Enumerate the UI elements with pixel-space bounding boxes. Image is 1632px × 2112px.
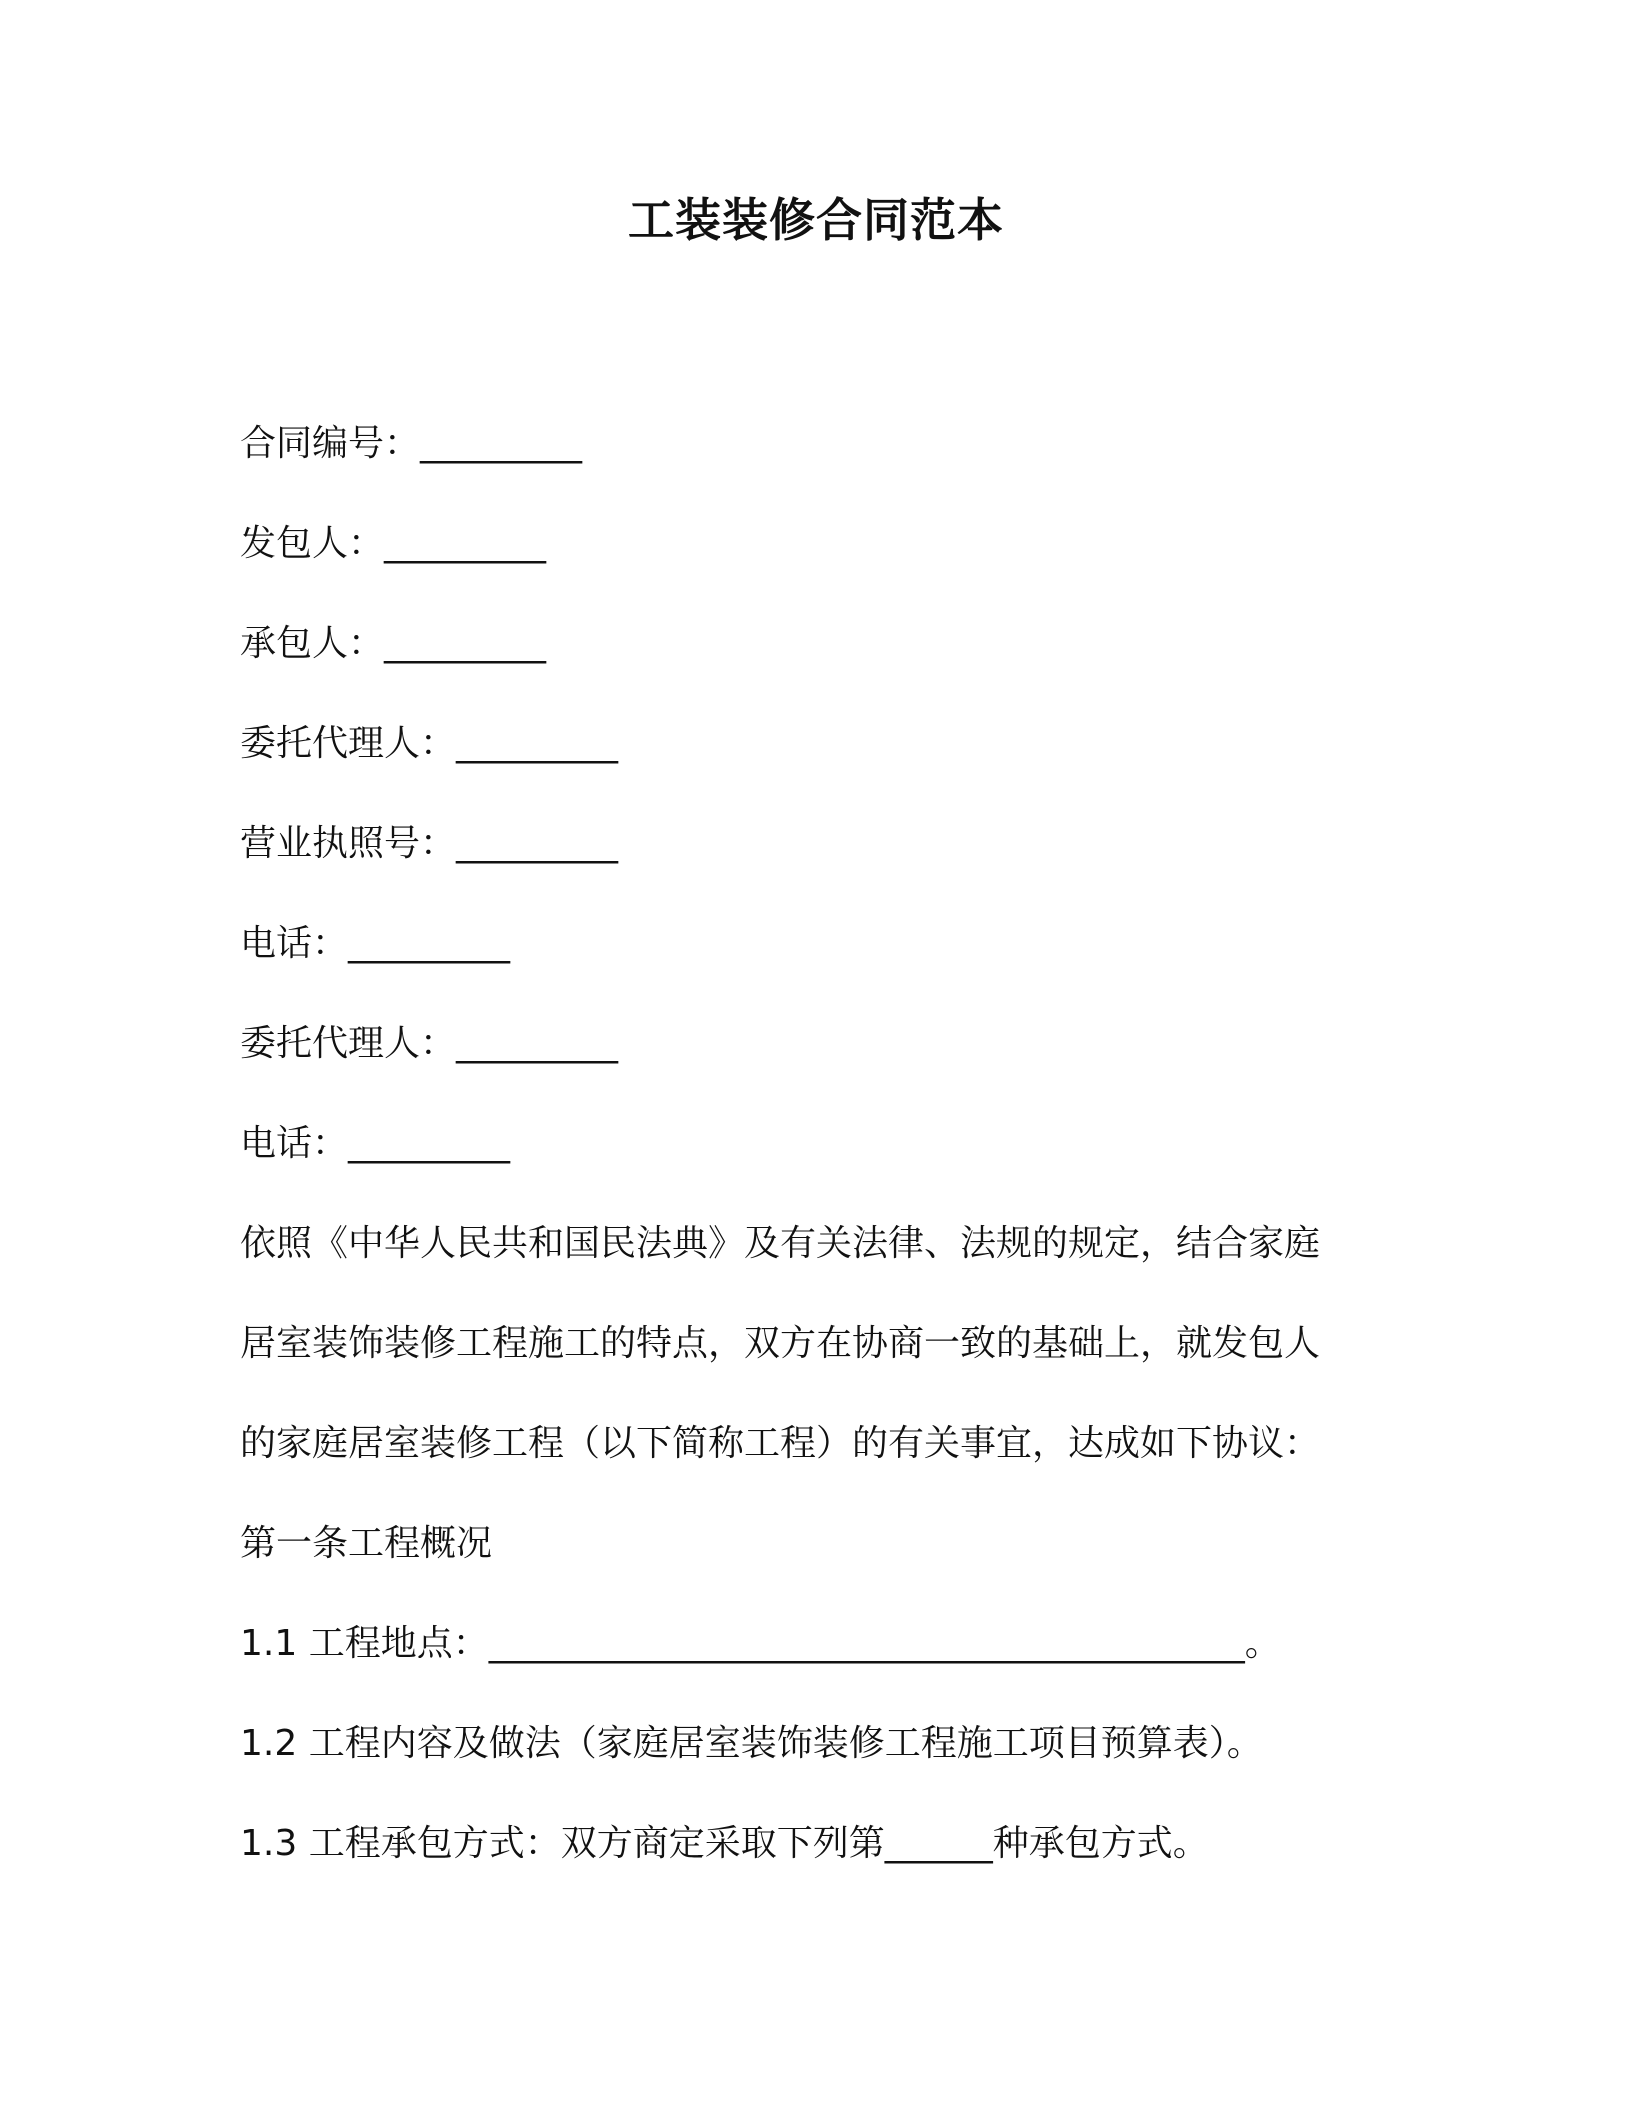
document-title: 工装装修合同范本 [628, 193, 1004, 247]
phone-line-2: 电话：_________ [240, 1123, 511, 1164]
clause-1-2: 1.2 工程内容及做法（家庭居室装饰装修工程施工项目预算表）。 [240, 1723, 1263, 1764]
agent-line: 委托代理人：_________ [240, 723, 619, 764]
agent-line-2: 委托代理人：_________ [240, 1023, 619, 1064]
preamble-line-3: 的家庭居室装修工程（以下简称工程）的有关事宜，达成如下协议： [240, 1423, 1321, 1464]
clause-1-1: 1.1 工程地点：__________________________________________。 [240, 1623, 1281, 1664]
employer-line: 发包人：_________ [240, 523, 547, 564]
contract-number-line: 合同编号：_________ [240, 423, 583, 464]
business-license-line: 营业执照号：_________ [240, 823, 619, 864]
clause-1-3: 1.3 工程承包方式：双方商定采取下列第______种承包方式。 [240, 1823, 1209, 1864]
preamble-line-2: 居室装饰装修工程施工的特点，双方在协商一致的基础上，就发包人 [240, 1323, 1321, 1364]
article-heading: 第一条工程概况 [240, 1523, 493, 1564]
preamble-line-1: 依照《中华人民共和国民法典》及有关法律、法规的规定，结合家庭 [240, 1223, 1321, 1264]
phone-line: 电话：_________ [240, 923, 511, 964]
contractor-line: 承包人：_________ [240, 623, 547, 664]
